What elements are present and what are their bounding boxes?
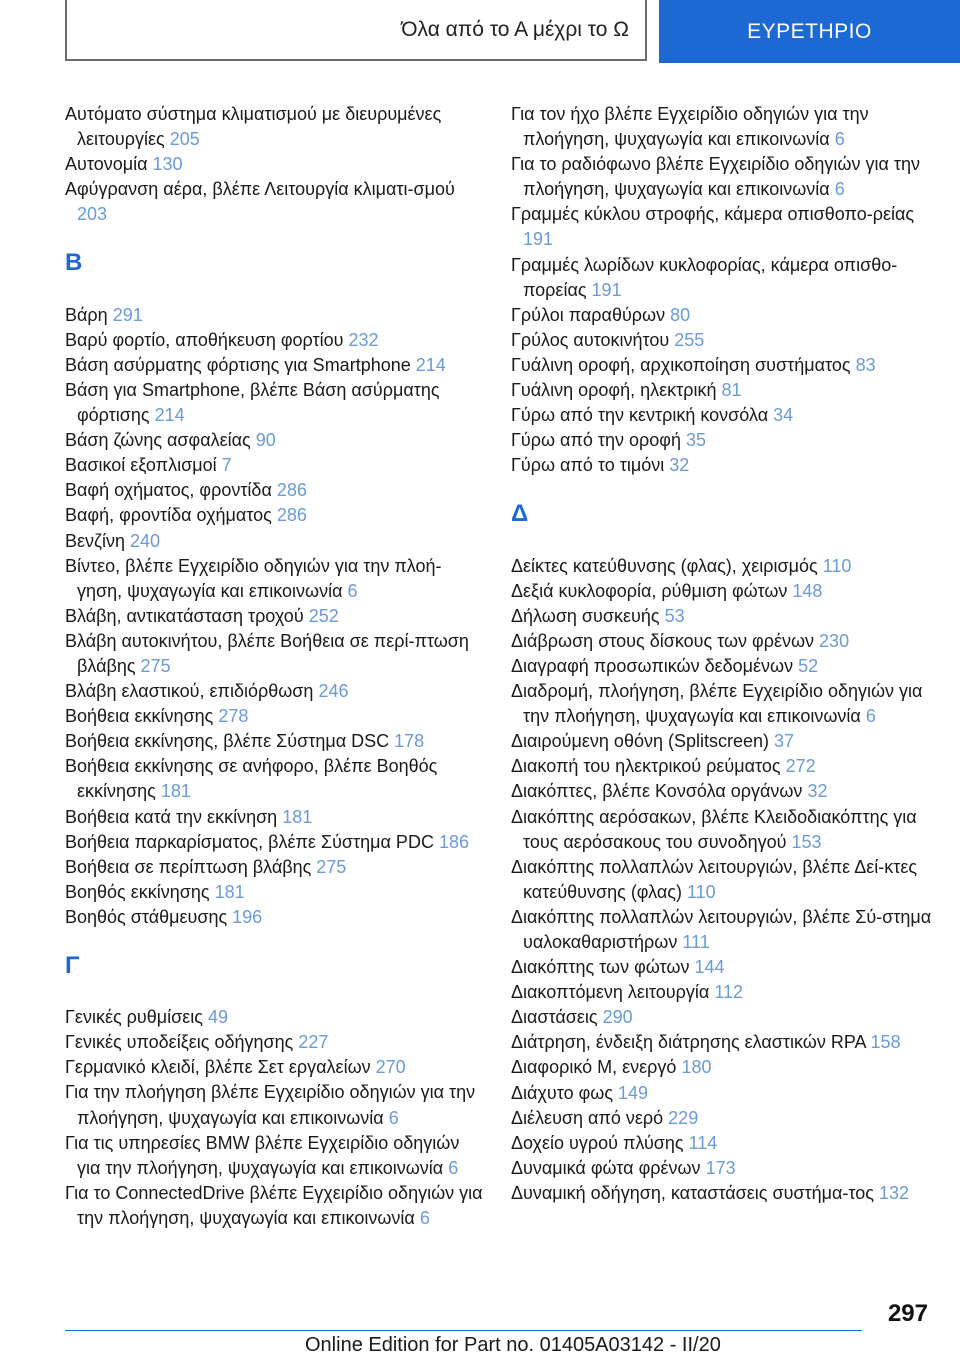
index-entry-text: Δυναμική οδήγηση, καταστάσεις συστήμα‐τος [511,1182,874,1203]
index-entry [65,1055,485,1080]
index-entry [511,554,933,579]
page-reference-link[interactable]: 80 [670,304,691,325]
index-entry-text: Δείκτες κατεύθυνσης (φλας), χειρισμός [511,555,818,576]
page-reference-link[interactable]: 286 [276,480,307,501]
index-entry [65,754,485,804]
page-reference-link[interactable]: 191 [591,279,622,300]
index-entry-text: Για την πλοήγηση βλέπε Εγχειρίδιο οδηγιών για την πλοήγηση, ψυχαγωγία και επικοινωνία [65,1082,476,1128]
index-entry [511,604,933,629]
tab-index[interactable]: ΕΥΡΕΤΗΡΙΟ [659,0,960,63]
index-entry-text: Βοηθός στάθμευσης [65,906,228,927]
index-entry [511,1030,933,1055]
index-entry-text: Βοήθεια παρκαρίσματος, βλέπε Σύστημα PDC [65,831,434,852]
index-entry-text: Διακόπτης αερόσακων, βλέπε Κλειδοδιακόπτης για τους αερόσακους του συνοδηγού [511,806,917,852]
index-entry [511,1055,933,1080]
page-reference-link[interactable]: 148 [792,580,823,601]
page-reference-link[interactable]: 6 [834,129,845,150]
page-reference-link[interactable]: 35 [685,430,707,451]
page-reference-link[interactable]: 178 [394,731,425,752]
page-reference-link[interactable]: 6 [419,1207,430,1228]
index-entry-text: Βοήθεια σε περίπτωση βλάβης [65,856,312,877]
index-entry-text: Διακόπτες, βλέπε Κονσόλα οργάνων [511,781,803,802]
index-entry-text: Βαφή οχήματος, φροντίδα [65,480,272,501]
index-entry [65,905,485,930]
index-entry [65,428,485,453]
page-reference-link[interactable]: 203 [77,204,108,225]
index-entry-text: Βαφή, φροντίδα οχήματος [65,505,272,526]
index-entry [65,177,485,227]
index-entry-text: Βλάβη ελαστικού, επιδιόρθωση [65,681,314,702]
index-entry [65,1030,485,1055]
page-reference-link[interactable]: 6 [865,706,876,727]
index-entry [511,328,933,353]
page-reference-link[interactable]: 214 [415,354,446,375]
index-entry-text: Γυάλινη οροφή, αρχικοποίηση συστήματος [511,354,851,375]
index-entry [65,554,485,604]
index-entry-text: Διακόπτης πολλαπλών λειτουργιών, βλέπε Σύ‐στημα υαλοκαθαριστήρων [511,906,932,952]
index-entry-text: Βενζίνη [65,530,125,551]
index-entry-text: Διαγραφή προσωπικών δεδομένων [511,655,794,676]
index-entry [511,855,933,905]
index-entry [511,202,933,252]
index-entry [65,378,485,428]
index-entry [65,629,485,679]
index-entry-text: Βίντεο, βλέπε Εγχειρίδιο οδηγιών για την πλοή‐γηση, ψυχαγωγία και επικοινωνία [65,555,442,601]
page-reference-link[interactable]: 173 [705,1157,736,1178]
index-entry-text: Γυάλινη οροφή, ηλεκτρική [511,380,717,401]
index-entry-text: Διαφορικό M, ενεργό [511,1057,677,1078]
page-reference-link[interactable]: 240 [130,530,161,551]
index-entry [65,604,485,629]
index-entry [511,152,933,202]
index-entry [511,1181,933,1206]
index-entry [65,729,485,754]
index-entry-text: Βάση για Smartphone, βλέπε Βάση ασύρματης φόρτισης [65,379,440,426]
footer-divider [65,1330,862,1331]
page-reference-link[interactable]: 52 [798,655,819,676]
index-entry-text: Δοχείο υγρού πλύσης [511,1132,684,1153]
page-reference-link[interactable]: 275 [140,655,171,676]
page-reference-link[interactable]: 6 [347,580,358,601]
index-entry-text: Γραμμές λωρίδων κυκλοφορίας, κάμερα οπισθο‐πορείας [511,254,898,300]
page-reference-link[interactable]: 81 [721,380,742,401]
index-entry [511,654,933,679]
page-reference-link[interactable]: 180 [681,1057,712,1078]
index-entry [65,855,485,880]
index-entry-text: Διακόπτης των φώτων [511,957,690,978]
page-reference-link[interactable]: 186 [438,831,470,852]
index-entry-text: Δυναμικά φώτα φρένων [511,1157,701,1178]
index-entry-text: Για τον ήχο βλέπε Εγχειρίδιο οδηγιών για την πλοήγηση, ψυχαγωγία και επικοινωνία [511,104,869,150]
index-column-left [65,102,485,1231]
page-reference-link[interactable]: 272 [785,756,816,777]
page-reference-link[interactable]: 90 [255,430,276,451]
index-entry [65,704,485,729]
index-column-right [511,102,933,1206]
page-reference-link[interactable]: 114 [688,1132,718,1153]
index-entry-text: Αυτονομία [65,154,148,175]
index-entry [65,453,485,478]
index-entry-text: Γρύλοι παραθύρων [511,304,666,325]
index-entry [65,102,485,152]
index-entry [511,679,933,729]
index-entry-text: Γερμανικό κλειδί, βλέπε Σετ εργαλείων [65,1057,371,1078]
page-reference-link[interactable]: 290 [602,1007,633,1028]
index-entry [65,1131,485,1181]
page-reference-link[interactable]: 196 [232,906,263,927]
page-reference-link[interactable]: 6 [448,1157,459,1178]
page-reference-link[interactable]: 130 [152,154,183,175]
index-entry-text: Βοήθεια εκκίνησης [65,706,214,727]
index-entry-text: Αυτόματο σύστημα κλιματισμού με διευρυμένες λειτουργίες [65,104,442,150]
index-entry-text: Για το ραδιόφωνο βλέπε Εγχειρίδιο οδηγιών για την πλοήγηση, ψυχαγωγία και επικοινωνία [511,154,921,200]
index-entry [511,353,933,378]
page-reference-link[interactable]: 230 [819,630,850,651]
index-entry [511,303,933,328]
page-reference-link[interactable]: 205 [169,129,200,150]
page-reference-link[interactable]: 7 [221,455,232,476]
index-entry [511,779,933,804]
index-entry [511,1156,933,1181]
index-entry-text: Βοήθεια εκκίνησης σε ανήφορο, βλέπε Βοηθός εκκίνησης [65,756,438,802]
index-entry-text: Διάτρηση, ένδειξη διάτρησης ελαστικών RPA [511,1032,866,1053]
page-reference-link[interactable]: 158 [870,1032,901,1053]
index-entry [511,378,933,403]
index-entry-text: Διαιρούμενη οθόνη (Splitscreen) [511,731,770,752]
index-entry-text: Βάση ζώνης ασφαλείας [65,430,251,451]
index-entry-text: Βασικοί εξοπλισμοί [65,455,217,476]
index-entry-text: Διέλευση από νερό [511,1107,664,1128]
page-reference-link[interactable]: 232 [348,329,379,350]
index-entry [65,679,485,704]
header-tabs [65,0,960,63]
index-entry-text: Για τις υπηρεσίες BMW βλέπε Εγχειρίδιο οδηγιών για την πλοήγηση, ψυχαγωγία και επικοινωνία [65,1132,460,1178]
page-reference-link[interactable]: 229 [668,1107,699,1128]
page-reference-link[interactable]: 227 [298,1032,329,1053]
index-entry [65,328,485,353]
index-entry [65,529,485,554]
page-reference-link[interactable]: 132 [878,1182,910,1203]
index-entry [511,729,933,754]
index-entry-text: Διαδρομή, πλοήγηση, βλέπε Εγχειρίδιο οδηγιών για την πλοήγηση, ψυχαγωγία και επικοινωνία [511,681,923,727]
index-entry-text: Βλάβη αυτοκινήτου, βλέπε Βοήθεια σε περί‐πτωση βλάβης [65,630,469,676]
index-entry [511,403,933,428]
index-entry-text: Διαστάσεις [511,1007,598,1028]
index-entry [511,579,933,604]
index-entry [511,453,933,478]
page-reference-link[interactable]: 49 [207,1007,228,1028]
page-reference-link[interactable]: 110 [822,555,852,576]
index-entry [511,428,933,453]
index-entry-text: Γύρω από την κεντρική κονσόλα [511,405,769,426]
page-reference-link[interactable]: 144 [694,957,725,978]
tab-a-to-z[interactable]: Όλα από το Α μέχρι το Ω [65,0,647,61]
index-entry [65,1181,485,1231]
page-reference-link[interactable]: 252 [308,605,339,626]
page-reference-link[interactable]: 37 [774,731,795,752]
index-entry-text: Βοήθεια εκκίνησης, βλέπε Σύστημα DSC [65,731,390,752]
index-entry-text: Βοηθός εκκίνησης [65,881,210,902]
index-entry [511,629,933,654]
page-reference-link[interactable]: 255 [674,329,705,350]
page-reference-link[interactable]: 110 [686,881,716,902]
page-reference-link[interactable]: 214 [154,405,185,426]
index-entry [511,1081,933,1106]
page-reference-link[interactable]: 153 [791,831,822,852]
index-entry [511,1131,933,1156]
page-reference-link[interactable]: 275 [316,856,347,877]
index-entry [511,805,933,855]
page-reference-link[interactable]: 181 [160,781,191,802]
page-reference-link[interactable]: 149 [618,1082,649,1103]
index-entry-text: Γύρω από την οροφή [511,430,681,451]
index-entry-text: Βάση ασύρματης φόρτισης για Smartphone [65,354,411,375]
page-reference-link[interactable]: 34 [773,405,794,426]
index-entry-text: Γύρω από το τιμόνι [511,455,665,476]
page-reference-link[interactable]: 6 [834,179,845,200]
index-entry [65,303,485,328]
index-entry-text: Γενικές ρυθμίσεις [65,1007,203,1028]
page-reference-link[interactable]: 6 [388,1107,399,1128]
page-reference-link[interactable]: 246 [318,681,349,702]
index-entry [65,1080,485,1130]
section-letter: Δ [511,500,529,527]
index-entry-text: Γενικές υποδείξεις οδήγησης [65,1032,294,1053]
index-entry [511,754,933,779]
page-reference-link[interactable]: 112 [714,982,744,1003]
index-entry-text: Γρύλος αυτοκινήτου [511,329,670,350]
index-entry-text: Διακόπτης πολλαπλών λειτουργιών, βλέπε Δεί‐κτες κατεύθυνσης (φλας) [511,856,918,902]
section-letter: Β [65,249,83,277]
section-letter: Γ [65,951,80,979]
index-entry [511,905,933,955]
index-entry-text: Αφύγρανση αέρα, βλέπε Λειτουργία κλιματι‐σμού [65,179,455,200]
index-entry-text: Βάρη [65,304,108,325]
index-entry [65,353,485,378]
index-entry-text: Διακοπτόμενη λειτουργία [511,982,710,1003]
index-entry [65,830,485,855]
index-entry-text: Δήλωση συσκευής [511,605,660,626]
index-entry-text: Βοήθεια κατά την εκκίνηση [65,806,278,827]
page-reference-link[interactable]: 270 [375,1057,406,1078]
index-entry-text: Βαρύ φορτίο, αποθήκευση φορτίου [65,329,344,350]
page-reference-link[interactable]: 111 [682,932,710,952]
index-entry [511,980,933,1005]
page-reference-link[interactable]: 83 [855,354,876,375]
page-reference-link[interactable]: 53 [664,605,685,626]
index-entry-text: Βλάβη, αντικατάσταση τροχού [65,605,304,626]
page-number: 297 [887,1300,928,1327]
index-entry [511,1005,933,1030]
index-entry-text: Για το ConnectedDrive βλέπε Εγχειρίδιο οδηγιών για την πλοήγηση, ψυχαγωγία και επικοινωνία [65,1182,483,1228]
page-reference-link[interactable]: 278 [218,706,249,727]
index-entry [511,955,933,980]
footer-edition: Online Edition for Part no. 01405A03142 - II/20 [305,1334,721,1356]
index-entry-text: Διάβρωση στους δίσκους των φρένων [511,630,815,651]
index-entry-text: Διάχυτο φως [511,1082,613,1103]
page-reference-link[interactable]: 191 [523,229,554,250]
index-entry [511,1106,933,1131]
index-entry [65,1005,485,1030]
index-entry [65,880,485,905]
index-entry-text: Γραμμές κύκλου στροφής, κάμερα οπισθοπο‐ρείας [511,204,915,225]
page-reference-link[interactable]: 181 [214,881,245,902]
page-reference-link[interactable]: 181 [282,806,313,827]
index-entry [65,503,485,528]
index-entry-text: Δεξιά κυκλοφορία, ρύθμιση φώτων [511,580,788,601]
index-entry [65,805,485,830]
index-entry [511,102,933,152]
page-reference-link[interactable]: 32 [669,455,690,476]
index-entry-text: Διακοπή του ηλεκτρικού ρεύματος [511,756,781,777]
index-entry [65,152,485,177]
page-reference-link[interactable]: 286 [276,505,307,526]
index-entry [65,478,485,503]
page-reference-link[interactable]: 291 [112,304,143,325]
index-entry [511,253,933,303]
page-reference-link[interactable]: 32 [807,781,828,802]
